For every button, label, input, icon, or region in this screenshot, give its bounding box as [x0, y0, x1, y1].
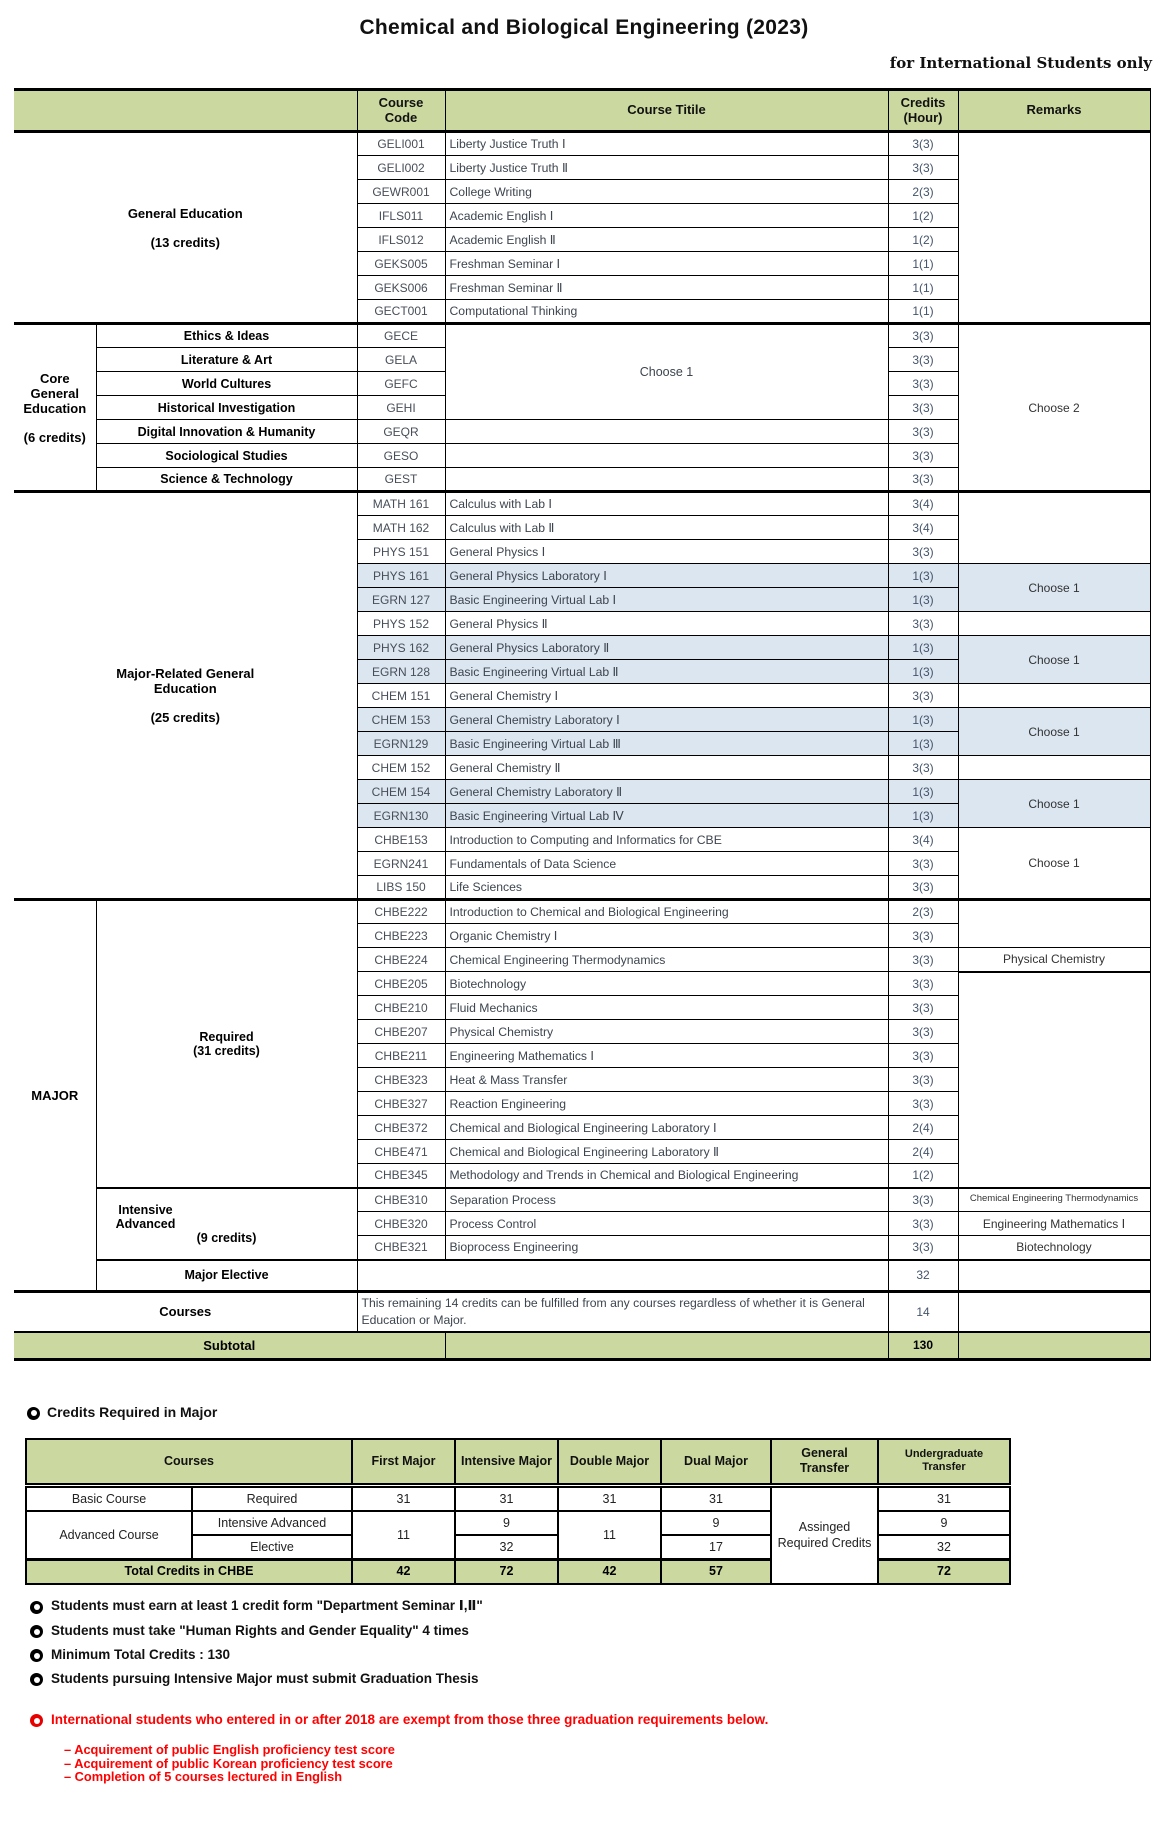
title-cell: Chemical and Biological Engineering Laboratory Ⅱ — [445, 1140, 888, 1164]
credits-cell: 2(4) — [888, 1116, 958, 1140]
code-cell: CHBE205 — [357, 972, 445, 996]
note-text: Students pursuing Intensive Major must submit Graduation Thesis — [51, 1671, 479, 1686]
header-dual-major: Dual Major — [661, 1439, 771, 1485]
header-double-major: Double Major — [558, 1439, 661, 1485]
credits-cell: 1(2) — [888, 228, 958, 252]
credits-required-heading-text: Credits Required in Major — [47, 1404, 218, 1420]
note-item — [30, 1647, 483, 1662]
credits-cell: 1(1) — [888, 276, 958, 300]
value-cell: 32 — [455, 1535, 558, 1560]
header-undergraduate-transfer: Undergraduate Transfer — [878, 1439, 1010, 1485]
credits-cell: 3(3) — [888, 924, 958, 948]
red-note-heading — [30, 1712, 768, 1727]
credits-cell: 3(3) — [888, 420, 958, 444]
title-cell: Life Sciences — [445, 876, 888, 900]
red-note-item: – Acquirement of public Korean proficiency test score — [64, 1755, 393, 1771]
credits-cell: 3(3) — [888, 1188, 958, 1212]
code-cell: CHEM 152 — [357, 756, 445, 780]
title-cell: Basic Engineering Virtual Lab Ⅱ — [445, 660, 888, 684]
value-cell: 31 — [352, 1485, 455, 1511]
header-courses: Courses — [26, 1439, 352, 1485]
remarks-cell — [958, 132, 1150, 324]
category-cell: Digital Innovation & Humanity — [96, 420, 357, 444]
credits-cell: 3(3) — [888, 396, 958, 420]
title-cell: Liberty Justice Truth Ⅰ — [445, 132, 888, 156]
code-cell: PHYS 162 — [357, 636, 445, 660]
page-title: Chemical and Biological Engineering (2023) — [359, 16, 809, 39]
credits-cell: 3(3) — [888, 468, 958, 492]
remarks-cell: Chemical Engineering Thermodynamics — [958, 1188, 1150, 1212]
title-cell: Calculus with Lab Ⅰ — [445, 492, 888, 516]
title-cell: Basic Engineering Virtual Lab Ⅰ — [445, 588, 888, 612]
remarks-cell: Choose 2 — [958, 324, 1150, 492]
value-cell: 31 — [455, 1485, 558, 1511]
subsection-label-major-elective: Major Elective — [96, 1260, 357, 1292]
credits-cell: 3(3) — [888, 132, 958, 156]
credits-cell: 3(3) — [888, 684, 958, 708]
credits-cell: 3(3) — [888, 612, 958, 636]
subtotal-label: Subtotal — [14, 1332, 445, 1360]
table-row — [14, 900, 1150, 924]
category-cell: Ethics & Ideas — [96, 324, 357, 348]
section-credits: (25 credits) — [150, 710, 220, 725]
value-cell: 9 — [661, 1511, 771, 1535]
remarks-cell — [958, 1260, 1150, 1292]
value-cell: 32 — [878, 1535, 1010, 1560]
remarks-cell — [958, 492, 1150, 564]
international-exemption-notes — [30, 1712, 768, 1784]
category-cell: Science & Technology — [96, 468, 357, 492]
title-cell: Introduction to Chemical and Biological Engineering — [445, 900, 888, 924]
total-label: Total Credits in CHBE — [26, 1559, 352, 1584]
credits-cell: 1(1) — [888, 252, 958, 276]
section-label-general-education — [14, 132, 357, 324]
circle-bullet-icon — [30, 1649, 43, 1662]
title-cell: General Chemistry Ⅰ — [445, 684, 888, 708]
table-row — [14, 492, 1150, 516]
remarks-cell — [958, 756, 1150, 780]
title-cell: General Chemistry Ⅱ — [445, 756, 888, 780]
title-cell: Bioprocess Engineering — [445, 1236, 888, 1260]
code-cell: CHEM 154 — [357, 780, 445, 804]
total-value: 42 — [558, 1559, 661, 1584]
code-cell: PHYS 152 — [357, 612, 445, 636]
category-cell: Advanced Course — [26, 1511, 192, 1560]
header-category-cell — [14, 90, 357, 132]
code-cell: CHEM 151 — [357, 684, 445, 708]
code-cell: CHBE323 — [357, 1068, 445, 1092]
code-cell: GELI001 — [357, 132, 445, 156]
remarks-cell — [958, 1332, 1150, 1360]
subsection-label: Intensive Advanced — [115, 1202, 176, 1231]
code-cell: GEST — [357, 468, 445, 492]
curriculum-table — [14, 88, 1151, 1361]
credits-cell: 3(3) — [888, 948, 958, 972]
code-cell: CHBE222 — [357, 900, 445, 924]
credits-cell: 1(2) — [888, 1164, 958, 1188]
code-cell: GEQR — [357, 420, 445, 444]
section-label-major: MAJOR — [14, 900, 96, 1292]
code-cell: GEKS005 — [357, 252, 445, 276]
title-cell: Biotechnology — [445, 972, 888, 996]
code-cell: CHEM 153 — [357, 708, 445, 732]
courses-row-label: Courses — [14, 1292, 357, 1332]
credits-cell: 1(3) — [888, 780, 958, 804]
remarks-cell — [958, 1292, 1150, 1332]
remarks-cell — [958, 684, 1150, 708]
table-row — [14, 132, 1150, 156]
code-cell: CHBE345 — [357, 1164, 445, 1188]
title-cell: Introduction to Computing and Informatics for CBE — [445, 828, 888, 852]
title-cell: Academic English Ⅱ — [445, 228, 888, 252]
code-cell: GEHI — [357, 396, 445, 420]
remarks-cell: Engineering Mathematics Ⅰ — [958, 1212, 1150, 1236]
title-cell: Engineering Mathematics Ⅰ — [445, 1044, 888, 1068]
credits-cell: 1(3) — [888, 804, 958, 828]
note-item — [30, 1671, 483, 1686]
header-remarks: Remarks — [958, 90, 1150, 132]
code-cell: CHBE211 — [357, 1044, 445, 1068]
credits-cell: 1(2) — [888, 204, 958, 228]
code-cell: PHYS 151 — [357, 540, 445, 564]
total-value: 57 — [661, 1559, 771, 1584]
credits-cell: 3(3) — [888, 1020, 958, 1044]
subsection-label-required — [96, 900, 357, 1188]
table-row — [26, 1485, 1010, 1511]
section-label: Major-Related General Education — [116, 666, 255, 696]
section-credits: (13 credits) — [150, 234, 220, 250]
code-cell: CHBE224 — [357, 948, 445, 972]
code-cell: LIBS 150 — [357, 876, 445, 900]
subcategory-cell: Intensive Advanced — [192, 1511, 352, 1535]
remarks-cell — [958, 972, 1150, 1188]
circle-bullet-icon — [30, 1601, 43, 1614]
code-cell: IFLS011 — [357, 204, 445, 228]
title-cell: Heat & Mass Transfer — [445, 1068, 888, 1092]
section-label-core-general-education — [14, 324, 96, 492]
circle-bullet-icon — [30, 1625, 43, 1638]
code-cell: CHBE207 — [357, 1020, 445, 1044]
header-first-major: First Major — [352, 1439, 455, 1485]
circle-bullet-icon — [27, 1407, 40, 1420]
remarks-choose-cell: Choose 1 — [958, 636, 1150, 684]
credits-cell: 3(3) — [888, 1212, 958, 1236]
category-cell: World Cultures — [96, 372, 357, 396]
credits-cell: 3(3) — [888, 348, 958, 372]
title-cell: Process Control — [445, 1212, 888, 1236]
credits-cell: 3(4) — [888, 492, 958, 516]
title-cell: Physical Chemistry — [445, 1020, 888, 1044]
credits-cell: 3(3) — [888, 372, 958, 396]
credits-cell: 3(3) — [888, 156, 958, 180]
remarks-choose-cell: Choose 1 — [958, 828, 1150, 900]
subsection-label-intensive-advanced — [96, 1188, 357, 1260]
code-cell: EGRN241 — [357, 852, 445, 876]
code-cell: CHBE372 — [357, 1116, 445, 1140]
credits-cell: 1(3) — [888, 708, 958, 732]
code-cell: IFLS012 — [357, 228, 445, 252]
value-cell: 31 — [661, 1485, 771, 1511]
credits-cell: 3(4) — [888, 828, 958, 852]
subtotal-credits: 130 — [888, 1332, 958, 1360]
remarks-choose-cell: Choose 1 — [958, 708, 1150, 756]
title-cell: General Physics Laboratory Ⅰ — [445, 564, 888, 588]
empty-title-cell — [445, 444, 888, 468]
table-row — [14, 1292, 1150, 1332]
credits-cell: 2(4) — [888, 1140, 958, 1164]
remarks-cell: Biotechnology — [958, 1236, 1150, 1260]
header-course-code: Course Code — [357, 90, 445, 132]
code-cell: CHBE327 — [357, 1092, 445, 1116]
credits-cell: 3(3) — [888, 444, 958, 468]
code-cell: GELA — [357, 348, 445, 372]
code-cell: GEWR001 — [357, 180, 445, 204]
category-cell: Sociological Studies — [96, 444, 357, 468]
subcategory-cell: Elective — [192, 1535, 352, 1560]
credits-cell: 1(1) — [888, 300, 958, 324]
credits-cell: 1(3) — [888, 732, 958, 756]
credits-cell: 3(3) — [888, 540, 958, 564]
code-cell: CHBE321 — [357, 1236, 445, 1260]
title-cell: Organic Chemistry Ⅰ — [445, 924, 888, 948]
title-cell: Calculus with Lab Ⅱ — [445, 516, 888, 540]
subsection-label: Required — [199, 1029, 254, 1044]
table-row — [14, 324, 1150, 348]
credits-cell: 1(3) — [888, 660, 958, 684]
credits-cell: 3(3) — [888, 324, 958, 348]
category-cell: Historical Investigation — [96, 396, 357, 420]
total-value: 72 — [455, 1559, 558, 1584]
code-cell: EGRN 128 — [357, 660, 445, 684]
note-text: Students must take "Human Rights and Gender Equality" 4 times — [51, 1623, 469, 1638]
table-header-row — [14, 90, 1150, 132]
title-cell: General Physics Ⅰ — [445, 540, 888, 564]
note-item — [30, 1623, 483, 1638]
value-cell: 9 — [878, 1511, 1010, 1535]
code-cell: EGRN 127 — [357, 588, 445, 612]
credits-cell: 14 — [888, 1292, 958, 1332]
title-cell: Basic Engineering Virtual Lab Ⅳ — [445, 804, 888, 828]
header-intensive-major: Intensive Major — [455, 1439, 558, 1485]
credits-cell: 3(3) — [888, 972, 958, 996]
title-cell: General Physics Ⅱ — [445, 612, 888, 636]
header-credits: Credits (Hour) — [888, 90, 958, 132]
credits-cell: 3(3) — [888, 756, 958, 780]
remarks-cell: Physical Chemistry — [958, 948, 1150, 972]
empty-title-cell — [357, 1260, 888, 1292]
remarks-choose-cell: Choose 1 — [958, 564, 1150, 612]
credits-cell: 3(4) — [888, 516, 958, 540]
title-cell: Fluid Mechanics — [445, 996, 888, 1020]
credits-required-heading — [27, 1404, 217, 1420]
credits-cell: 3(3) — [888, 1236, 958, 1260]
code-cell: CHBE210 — [357, 996, 445, 1020]
code-cell: GECE — [357, 324, 445, 348]
code-cell: CHBE153 — [357, 828, 445, 852]
value-cell: 31 — [558, 1485, 661, 1511]
remarks-cell — [958, 612, 1150, 636]
code-cell: CHBE223 — [357, 924, 445, 948]
circle-bullet-icon — [30, 1714, 43, 1727]
section-label-major-related — [14, 492, 357, 900]
title-cell: General Chemistry Laboratory Ⅰ — [445, 708, 888, 732]
section-label: General Education — [127, 205, 243, 221]
credits-required-table — [25, 1438, 1011, 1585]
code-cell: GESO — [357, 444, 445, 468]
code-cell: CHBE310 — [357, 1188, 445, 1212]
red-note-items — [64, 1743, 768, 1784]
credits-cell: 3(3) — [888, 1044, 958, 1068]
credits-cell: 2(3) — [888, 900, 958, 924]
title-cell: Academic English Ⅰ — [445, 204, 888, 228]
title-cell: General Chemistry Laboratory Ⅱ — [445, 780, 888, 804]
circle-bullet-icon — [30, 1673, 43, 1686]
code-cell: GEFC — [357, 372, 445, 396]
total-value: 42 — [352, 1559, 455, 1584]
header-general-transfer: General Transfer — [771, 1439, 878, 1485]
code-cell: MATH 161 — [357, 492, 445, 516]
title-cell: Fundamentals of Data Science — [445, 852, 888, 876]
remarks-cell — [958, 900, 1150, 948]
title-cell: Chemical Engineering Thermodynamics — [445, 948, 888, 972]
red-note-item: – Acquirement of public English proficiency test score — [64, 1742, 395, 1757]
code-cell: EGRN129 — [357, 732, 445, 756]
graduation-notes — [30, 1598, 483, 1695]
page-subtitle: for International Students only — [889, 54, 1152, 72]
title-cell: Separation Process — [445, 1188, 888, 1212]
code-cell: CHBE320 — [357, 1212, 445, 1236]
total-value: 72 — [878, 1559, 1010, 1584]
note-text: Minimum Total Credits : 130 — [51, 1647, 231, 1662]
code-cell: MATH 162 — [357, 516, 445, 540]
credits-cell: 3(3) — [888, 996, 958, 1020]
choose-cell: Choose 1 — [445, 324, 888, 420]
credits-cell: 2(3) — [888, 180, 958, 204]
value-cell: 11 — [558, 1511, 661, 1560]
title-cell: Computational Thinking — [445, 300, 888, 324]
credits-cell: 3(3) — [888, 1068, 958, 1092]
courses-row-text: This remaining 14 credits can be fulfilled from any courses regardless of whether it is General Education or Major. — [357, 1292, 888, 1332]
empty-title-cell — [445, 420, 888, 444]
red-note-item: – Completion of 5 courses lectured in English — [64, 1769, 343, 1785]
credits-cell: 1(3) — [888, 564, 958, 588]
subtotal-row — [14, 1332, 1150, 1360]
title-cell: Reaction Engineering — [445, 1092, 888, 1116]
subsection-credits: (9 credits) — [196, 1230, 257, 1245]
section-credits: (6 credits) — [23, 429, 86, 445]
code-cell: GEKS006 — [357, 276, 445, 300]
category-cell: Literature & Art — [96, 348, 357, 372]
credits-cell: 32 — [888, 1260, 958, 1292]
header-course-title: Course Titile — [445, 90, 888, 132]
title-cell: Liberty Justice Truth Ⅱ — [445, 156, 888, 180]
code-cell: GELI002 — [357, 156, 445, 180]
credits-cell: 3(3) — [888, 876, 958, 900]
empty-title-cell — [445, 1332, 888, 1360]
table-header-row — [26, 1439, 1010, 1485]
code-cell: GECT001 — [357, 300, 445, 324]
title-cell: Freshman Seminar Ⅰ — [445, 252, 888, 276]
note-text: Students must earn at least 1 credit form "Department Seminar Ⅰ,Ⅱ" — [51, 1598, 483, 1613]
red-heading-text: International students who entered in or after 2018 are exempt from those three graduation requirements below. — [51, 1712, 769, 1727]
title-cell: College Writing — [445, 180, 888, 204]
assigned-credits-cell: Assinged Required Credits — [771, 1485, 878, 1584]
value-cell: 17 — [661, 1535, 771, 1560]
title-cell: General Physics Laboratory Ⅱ — [445, 636, 888, 660]
title-cell: Freshman Seminar Ⅱ — [445, 276, 888, 300]
section-label: Core General Education — [23, 370, 87, 416]
subcategory-cell: Required — [192, 1485, 352, 1511]
remarks-choose-cell: Choose 1 — [958, 780, 1150, 828]
title-cell: Methodology and Trends in Chemical and Biological Engineering — [445, 1164, 888, 1188]
code-cell: PHYS 161 — [357, 564, 445, 588]
value-cell: 31 — [878, 1485, 1010, 1511]
credits-cell: 3(3) — [888, 852, 958, 876]
code-cell: EGRN130 — [357, 804, 445, 828]
table-row — [14, 1260, 1150, 1292]
note-item — [30, 1598, 483, 1614]
credits-cell: 3(3) — [888, 1092, 958, 1116]
value-cell: 9 — [455, 1511, 558, 1535]
subsection-credits: (31 credits) — [193, 1043, 260, 1058]
credits-cell: 1(3) — [888, 636, 958, 660]
value-cell: 11 — [352, 1511, 455, 1560]
table-row — [14, 1188, 1150, 1212]
title-cell: Chemical and Biological Engineering Laboratory Ⅰ — [445, 1116, 888, 1140]
title-cell: Basic Engineering Virtual Lab Ⅲ — [445, 732, 888, 756]
code-cell: CHBE471 — [357, 1140, 445, 1164]
credits-cell: 1(3) — [888, 588, 958, 612]
category-cell: Basic Course — [26, 1485, 192, 1511]
empty-title-cell — [445, 468, 888, 492]
